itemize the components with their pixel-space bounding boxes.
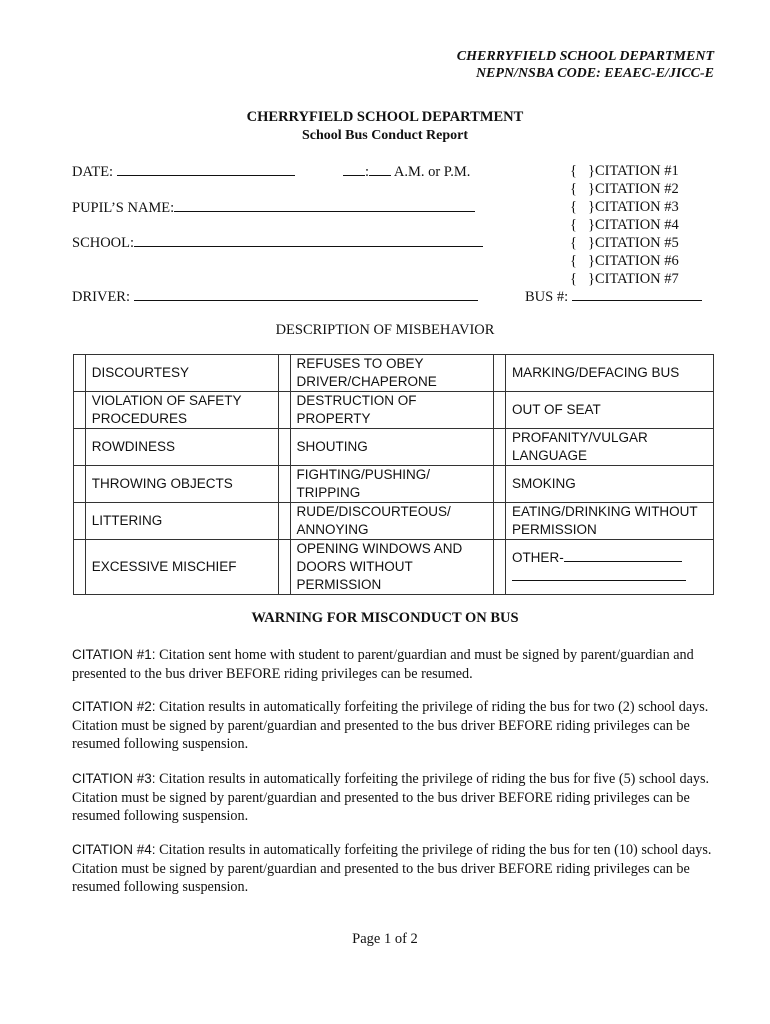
misbehavior-checkbox[interactable] bbox=[494, 355, 506, 392]
misbehavior-label bbox=[290, 503, 494, 540]
minute-blank[interactable] bbox=[369, 162, 391, 176]
citation-paragraph bbox=[72, 841, 717, 897]
misbehavior-label bbox=[290, 355, 494, 392]
citation-lead: CITATION #3: bbox=[72, 771, 156, 786]
other-blank-line2[interactable] bbox=[512, 567, 686, 581]
checkbox-open-brace[interactable]: { bbox=[570, 163, 577, 179]
checkbox-close-brace: } bbox=[588, 181, 595, 197]
citation-lead: CITATION #2: bbox=[72, 699, 156, 714]
misbehavior-label bbox=[505, 540, 713, 595]
misbehavior-text: DESTRUCTION OF PROPERTY bbox=[296, 393, 417, 426]
citation-text: Citation results in automatically forfeiting the privilege of riding the bus for five (5) school days. Citation must be signed by parent/guardian and presented to the bus driver BEFORE riding privileges can be resumed following suspension. bbox=[72, 771, 710, 824]
citation-check-item[interactable] bbox=[570, 162, 679, 180]
page-subtitle: School Bus Conduct Report bbox=[301, 128, 469, 143]
checkbox-close-brace: } bbox=[588, 217, 595, 233]
page-number: Page 1 of 2 bbox=[352, 931, 418, 947]
pupil-name-label: PUPIL’S NAME: bbox=[72, 200, 175, 216]
checkbox-open-brace[interactable]: { bbox=[570, 217, 577, 233]
am-pm-label: A.M. or P.M. bbox=[393, 164, 471, 180]
misbehavior-checkbox[interactable] bbox=[278, 429, 290, 466]
misbehavior-label bbox=[85, 429, 278, 466]
misbehavior-checkbox[interactable] bbox=[74, 355, 86, 392]
misbehavior-checkbox[interactable] bbox=[278, 466, 290, 503]
misbehavior-text: OTHER- bbox=[511, 550, 564, 565]
misbehavior-text: LITTERING bbox=[91, 513, 163, 528]
misbehavior-label bbox=[290, 392, 494, 429]
time-colon: : bbox=[365, 164, 370, 180]
date-field[interactable] bbox=[72, 162, 295, 181]
misbehavior-row bbox=[74, 392, 714, 429]
hour-blank[interactable] bbox=[343, 162, 365, 176]
citation-check-label: CITATION #1 bbox=[594, 163, 679, 179]
checkbox-open-brace[interactable]: { bbox=[570, 199, 577, 215]
checkbox-close-brace: } bbox=[588, 163, 595, 179]
citation-paragraph bbox=[72, 770, 717, 826]
time-field[interactable] bbox=[343, 162, 470, 181]
checkbox-close-brace: } bbox=[588, 271, 595, 287]
misbehavior-label bbox=[85, 503, 278, 540]
misbehavior-label bbox=[505, 503, 713, 540]
driver-blank[interactable] bbox=[134, 287, 478, 301]
misbehavior-label bbox=[85, 540, 278, 595]
misbehavior-checkbox[interactable] bbox=[74, 392, 86, 429]
date-label: DATE: bbox=[72, 164, 114, 180]
misbehavior-table bbox=[73, 354, 714, 595]
citation-check-label: CITATION #2 bbox=[594, 181, 679, 197]
header-org: CHERRYFIELD SCHOOL DEPARTMENT bbox=[456, 49, 714, 64]
citation-checklist bbox=[570, 162, 679, 288]
misbehavior-text: THROWING OBJECTS bbox=[91, 476, 233, 491]
driver-field[interactable] bbox=[72, 287, 478, 306]
driver-label: DRIVER: bbox=[72, 289, 130, 305]
misbehavior-label bbox=[505, 429, 713, 466]
misbehavior-text: PROFANITY/VULGAR LANGUAGE bbox=[511, 430, 648, 463]
pupil-name-blank[interactable] bbox=[174, 198, 475, 212]
citation-text: Citation results in automatically forfeiting the privilege of riding the bus for two (2) school days. Citation must be signed by parent/guardian and presented to the bus driver BEFORE riding privileges can be resumed following suspension. bbox=[72, 699, 709, 752]
misbehavior-text: EATING/DRINKING WITHOUT PERMISSION bbox=[511, 504, 698, 537]
misbehavior-text: VIOLATION OF SAFETY PROCEDURES bbox=[91, 393, 242, 426]
citation-text: Citation sent home with student to parent/guardian and must be signed by parent/guardian and presented to the bus driver BEFORE riding privileges can be resumed. bbox=[72, 647, 694, 682]
misbehavior-label bbox=[85, 355, 278, 392]
misbehavior-checkbox[interactable] bbox=[494, 429, 506, 466]
bus-number-blank[interactable] bbox=[572, 287, 702, 301]
checkbox-open-brace[interactable]: { bbox=[570, 181, 577, 197]
misbehavior-checkbox[interactable] bbox=[74, 540, 86, 595]
misbehavior-label bbox=[290, 429, 494, 466]
school-field[interactable] bbox=[72, 233, 483, 252]
checkbox-close-brace: } bbox=[588, 235, 595, 251]
misbehavior-text: OPENING WINDOWS AND DOORS WITHOUT PERMISSION bbox=[296, 541, 463, 592]
misbehavior-checkbox[interactable] bbox=[74, 466, 86, 503]
misbehavior-label bbox=[85, 466, 278, 503]
warning-heading: WARNING FOR MISCONDUCT ON BUS bbox=[251, 610, 519, 626]
misbehavior-heading: DESCRIPTION OF MISBEHAVIOR bbox=[275, 322, 495, 338]
misbehavior-checkbox[interactable] bbox=[278, 355, 290, 392]
checkbox-open-brace[interactable]: { bbox=[570, 271, 577, 287]
bus-number-field[interactable] bbox=[525, 287, 702, 306]
citation-check-item[interactable] bbox=[570, 252, 679, 270]
citation-check-label: CITATION #3 bbox=[594, 199, 679, 215]
misbehavior-text: FIGHTING/PUSHING/ TRIPPING bbox=[296, 467, 431, 500]
citation-paragraph bbox=[72, 698, 717, 754]
misbehavior-row bbox=[74, 503, 714, 540]
misbehavior-checkbox[interactable] bbox=[494, 392, 506, 429]
misbehavior-checkbox[interactable] bbox=[494, 540, 506, 595]
citation-check-item[interactable] bbox=[570, 270, 679, 288]
pupil-name-field[interactable] bbox=[72, 198, 475, 217]
misbehavior-label bbox=[505, 392, 713, 429]
citation-lead: CITATION #4: bbox=[72, 842, 156, 857]
citation-lead: CITATION #1: bbox=[72, 647, 156, 662]
checkbox-open-brace[interactable]: { bbox=[570, 253, 577, 269]
citation-text: Citation results in automatically forfeiting the privilege of riding the bus for ten (10) school days. Citation must be signed by parent/guardian and presented to the bus driver BEFORE riding privileges can be resumed following suspension. bbox=[72, 842, 712, 895]
citation-check-item[interactable] bbox=[570, 198, 679, 216]
misbehavior-label bbox=[505, 355, 713, 392]
other-blank[interactable] bbox=[564, 548, 682, 562]
misbehavior-text: DISCOURTESY bbox=[91, 365, 189, 380]
misbehavior-row bbox=[74, 466, 714, 503]
checkbox-close-brace: } bbox=[588, 253, 595, 269]
misbehavior-checkbox[interactable] bbox=[278, 503, 290, 540]
misbehavior-text: SMOKING bbox=[511, 476, 576, 491]
date-blank[interactable] bbox=[117, 162, 295, 176]
misbehavior-checkbox[interactable] bbox=[278, 392, 290, 429]
citation-check-label: CITATION #4 bbox=[594, 217, 679, 233]
school-blank[interactable] bbox=[134, 233, 483, 247]
misbehavior-label bbox=[85, 392, 278, 429]
checkbox-open-brace[interactable]: { bbox=[570, 235, 577, 251]
misbehavior-row bbox=[74, 429, 714, 466]
misbehavior-text: SHOUTING bbox=[296, 439, 368, 454]
misbehavior-text: ROWDINESS bbox=[91, 439, 175, 454]
misbehavior-label bbox=[505, 466, 713, 503]
school-label: SCHOOL: bbox=[72, 235, 135, 251]
misbehavior-row bbox=[74, 540, 714, 595]
citation-check-item[interactable] bbox=[570, 216, 679, 234]
misbehavior-label bbox=[290, 466, 494, 503]
citation-check-label: CITATION #7 bbox=[594, 271, 679, 287]
misbehavior-checkbox[interactable] bbox=[74, 503, 86, 540]
citation-paragraph bbox=[72, 646, 717, 683]
bus-number-label: BUS #: bbox=[525, 289, 569, 305]
page-title: CHERRYFIELD SCHOOL DEPARTMENT bbox=[246, 109, 524, 125]
misbehavior-checkbox[interactable] bbox=[74, 429, 86, 466]
misbehavior-label bbox=[290, 540, 494, 595]
citation-check-item[interactable] bbox=[570, 180, 679, 198]
citation-check-item[interactable] bbox=[570, 234, 679, 252]
citation-check-label: CITATION #5 bbox=[594, 235, 679, 251]
document-header bbox=[457, 48, 714, 82]
misbehavior-row bbox=[74, 355, 714, 392]
misbehavior-checkbox[interactable] bbox=[278, 540, 290, 595]
checkbox-close-brace: } bbox=[588, 199, 595, 215]
misbehavior-text: EXCESSIVE MISCHIEF bbox=[91, 559, 237, 574]
misbehavior-text: OUT OF SEAT bbox=[511, 402, 601, 417]
misbehavior-text: MARKING/DEFACING BUS bbox=[511, 365, 680, 380]
misbehavior-text: RUDE/DISCOURTEOUS/ ANNOYING bbox=[296, 504, 451, 537]
header-code: NEPN/NSBA CODE: EEAEC-E/JICC-E bbox=[475, 66, 714, 81]
misbehavior-checkbox[interactable] bbox=[494, 503, 506, 540]
citation-check-label: CITATION #6 bbox=[594, 253, 679, 269]
misbehavior-text: REFUSES TO OBEY DRIVER/CHAPERONE bbox=[296, 356, 437, 389]
misbehavior-checkbox[interactable] bbox=[494, 466, 506, 503]
